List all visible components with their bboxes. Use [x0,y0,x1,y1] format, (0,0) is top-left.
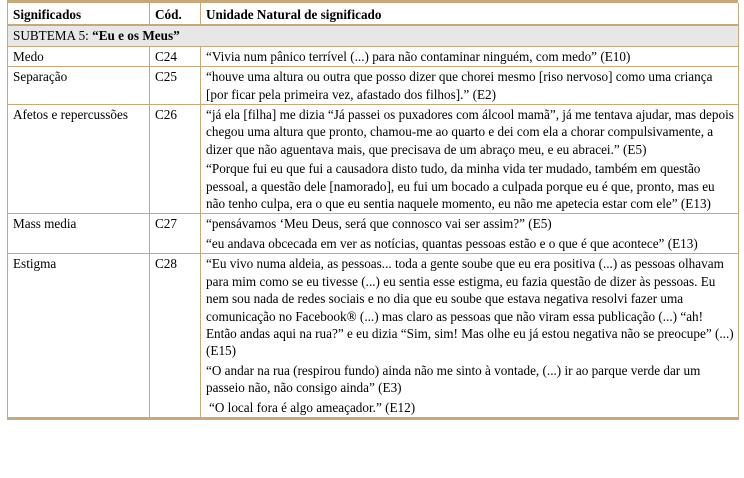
row-quotes [201,105,739,214]
table-wrapper [7,0,738,420]
table-header [8,3,739,25]
table-row [8,105,739,214]
quote: “pensávamos ‘Meu Deus, será que connosco vai ser assim?” (E5) [206,216,552,232]
table-row [8,214,739,254]
header-unidade: Unidade Natural de significado [201,3,739,25]
row-label: Mass media [8,214,150,254]
header-codigo: Cód. [150,3,201,25]
meanings-table [7,3,739,420]
row-label: Afetos e repercussões [8,105,150,214]
quote: “houve uma altura ou outra que posso dizer que chorei mesmo [riso nervoso] como uma criança [por ficar pela primeira vez, afastado dos filhos].” (E2) [206,69,713,102]
quote: “O local fora é algo ameaçador.” (E12) [209,399,416,415]
row-code: C28 [150,254,201,419]
row-code: C24 [150,46,201,66]
row-quotes [201,214,739,254]
row-label: Medo [8,46,150,66]
table-row [8,67,739,105]
table-row [8,254,739,419]
quote: “Eu vivo numa aldeia, as pessoas... toda a gente soube que eu era positiva (...) as pessoas olhavam para mim como se eu tivesse (...) eu sentia esse estigma, eu fazia questão de dizer às pessoas. Eu nem sou nada de redes sociais e no dia que eu soube que estava negativa resolvi fazer uma comunicação no Facebook® (...) mas claro as pessoas que não viram essa publicação (...) “ah! Então andas aqui na rua?” e eu dizia “Sim, sim! Mas olhe eu já estou negativa não se preocupe” (...) (E15) [206,256,734,359]
quote: “Vivia num pânico terrível (...) para não contaminar ninguém, com medo” (E10) [206,48,631,64]
subtheme-prefix: SUBTEMA 5: [13,28,93,44]
subtheme-cell [8,25,739,46]
row-quotes [201,67,739,105]
row-label: Separação [8,67,150,105]
quote: “O andar na rua (respirou fundo) ainda não me sinto à vontade, (...) ir ao parque verde dar um passeio não, não consigo ainda” (E3) [206,362,701,396]
row-quotes [201,46,739,66]
subtheme-title: “Eu e os Meus” [92,28,180,44]
quote: “eu andava obcecada em ver as notícias, quantas pessoas estão e o que é que acontece” (E13) [206,235,698,251]
quote: “já ela [filha] me dizia “Já passei os puxadores com álcool mamã”, já me tentava ajudar, mas depois chegou uma altura que pronto, chamou-me ao quarto e dei com ela a chorar compulsivamente, a dizer que não aguentava mais, que precisava de um abraço meu, e eu abracei.” (E5) [206,107,734,157]
subtheme-row [8,25,739,46]
row-code: C27 [150,214,201,254]
row-code: C26 [150,105,201,214]
row-label: Estigma [8,254,150,419]
row-quotes [201,254,739,419]
quote: “Porque fui eu que fui a causadora disto tudo, da minha vida ter mudado, também em questão pessoal, a questão dele [namorado], eu fui um bocado a culpada porque eu é que, pronto, mas eu não tenho culpa, era o que eu sentia naquele momento, eu não me apetecia estar com ele” (E13) [206,161,715,212]
row-code: C25 [150,67,201,105]
header-significados: Significados [8,3,150,25]
table-row [8,46,739,66]
